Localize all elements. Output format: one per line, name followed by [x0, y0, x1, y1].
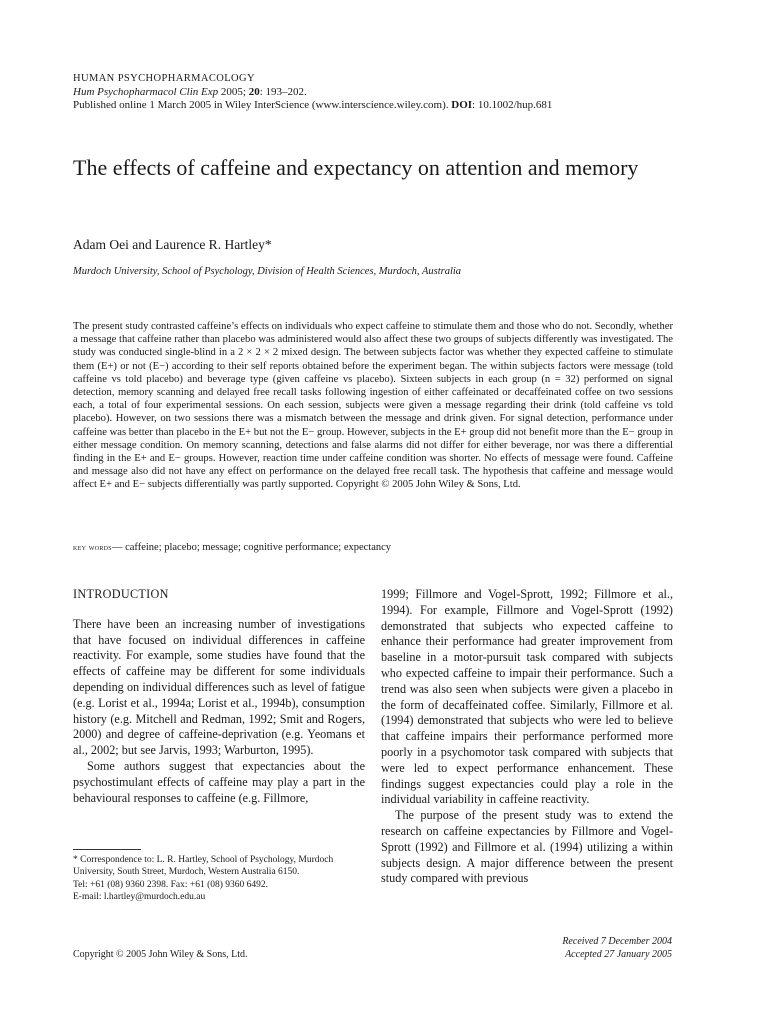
paragraph: Some authors suggest that expectancies about the psychostimulant effects of caffeine may play a part in the behavioural responses to caffeine (e.g. Fillmore, [73, 758, 365, 805]
journal-citation [73, 86, 693, 100]
body-column-right [381, 587, 673, 887]
journal-name: HUMAN PSYCHOPHARMACOLOGY [73, 73, 255, 84]
keywords-line [73, 542, 391, 553]
publication-line [73, 99, 693, 113]
author-affiliation: Murdoch University, School of Psychology, Division of Health Sciences, Murdoch, Australia [73, 266, 462, 277]
citation-year: 2005; [218, 85, 249, 98]
citation-pages: : 193–202. [259, 85, 307, 98]
paragraph: There have been an increasing number of investigations that have focused on individual differences in caffeine reactivity. For example, some studies have found that the effects of caffeine may be different for some individuals depending on individual differences such as level of fatigue (e.g. Lorist et al., 1994a; Lorist et al., 1994b), consumption history (e.g. Mitchell and Redman, 1992; Smit and Rogers, 2000) and degree of caffeine-deprivation (e.g. Yeomans et al., 2002; but see Jarvis, 1993; Warburton, 1995). [73, 616, 365, 758]
footnote-divider [73, 849, 141, 850]
journal-abbrev: Hum Psychopharmacol Clin Exp [73, 85, 219, 98]
doi-value: : 10.1002/hup.681 [472, 99, 553, 111]
article-title: The effects of caffeine and expectancy on attention and memory [73, 155, 639, 180]
journal-header [73, 72, 693, 113]
paragraph: The purpose of the present study was to extend the research on caffeine expectancies by Fillmore and Vogel-Sprott (1992) and Fillmore et al. (1994) utilizing a within subjects design. A major difference between the present study compared with previous [381, 808, 673, 886]
paragraph: 1999; Fillmore and Vogel-Sprott, 1992; Fillmore et al., 1994). For example, Fillmore and Vogel-Sprott (1992) demonstrated that subjects who expected caffeine to enhance their performance had greater improvement from baseline in a motor-pursuit task compared with subjects who expected caffeine to impair their performance. Such a trend was also seen when subjects were given a placebo in the form of decaffeinated coffee. Similarly, Fillmore et al. (1994) demonstrated that subjects who were led to believe that caffeine impairs their performance performed more poorly in a psychomotor task compared with subjects that were led to expect performance enhancement. These findings suggest expectancies could play a role in the individual variability in caffeine reactivity. [381, 587, 673, 807]
keywords-text: — caffeine; placebo; message; cognitive performance; expectancy [111, 542, 392, 553]
submission-dates [562, 935, 672, 961]
abstract: The present study contrasted caffeine’s effects on individuals who expect caffeine to stimulate them and those who do not. Secondly, whether a message that caffeine rather than placebo was administered would also affect these two groups of subjects differently was investigated. The study was conducted single-blind in a 2 × 2 × 2 mixed design. The between subjects factor was whether they expected caffeine to stimulate them (E+) or not (E−) according to their self reports obtained before the experiment began. The within subjects factors were message (told caffeine vs told placebo) and beverage type (given caffeine vs placebo). Sixteen subjects in each group (n = 32) performed on signal detection, memory scanning and delayed free recall tasks following ingestion of either caffeinated or decaffeinated coffee on two sessions each, a total of four experimental sessions. On each session, subjects were given a message regarding their drink (told caffeine vs told placebo). However, on two sessions there was a mismatch between the message and drink given. For signal detection, performance under caffeine was better than placebo in the E+ but not the E− group. However, subjects in the E+ group did not benefit more than the E− group in either message condition. On memory scanning, detections and false alarms did not differ for either beverage, nor was there a differential finding in the E+ and E− groups. However, reaction time under caffeine condition was shorter. No effects of message were found. Caffeine and message also did not have any effect on performance on the delayed free recall task. The hypothesis that caffeine and message would affect E+ and E− subjects differentially was partly supported. Copyright © 2005 John Wiley & Sons, Ltd. [73, 321, 673, 491]
doi-label: DOI [451, 99, 473, 111]
accepted-date: Accepted 27 January 2005 [565, 949, 672, 960]
footnote-address: * Correspondence to: L. R. Hartley, School of Psychology, Murdoch University, South Street, Murdoch, Western Australia 6150. [73, 855, 334, 878]
copyright-notice: Copyright © 2005 John Wiley & Sons, Ltd. [73, 949, 248, 960]
keywords-label: key words [73, 542, 112, 552]
body-column-left [73, 587, 365, 806]
footnote-phone-fax: Tel: +61 (08) 9360 2398. Fax: +61 (08) 9360 6492. [73, 879, 269, 890]
author-list: Adam Oei and Laurence R. Hartley* [73, 237, 272, 252]
citation-volume: 20 [248, 85, 260, 98]
received-date: Received 7 December 2004 [562, 936, 672, 947]
correspondence-footnote [73, 854, 373, 904]
footnote-email: E-mail: l.hartley@murdoch.edu.au [73, 892, 206, 903]
published-text: Published online 1 March 2005 in Wiley InterScience (www.interscience.wiley.com). [73, 99, 452, 111]
section-heading-introduction: INTRODUCTION [73, 587, 169, 601]
